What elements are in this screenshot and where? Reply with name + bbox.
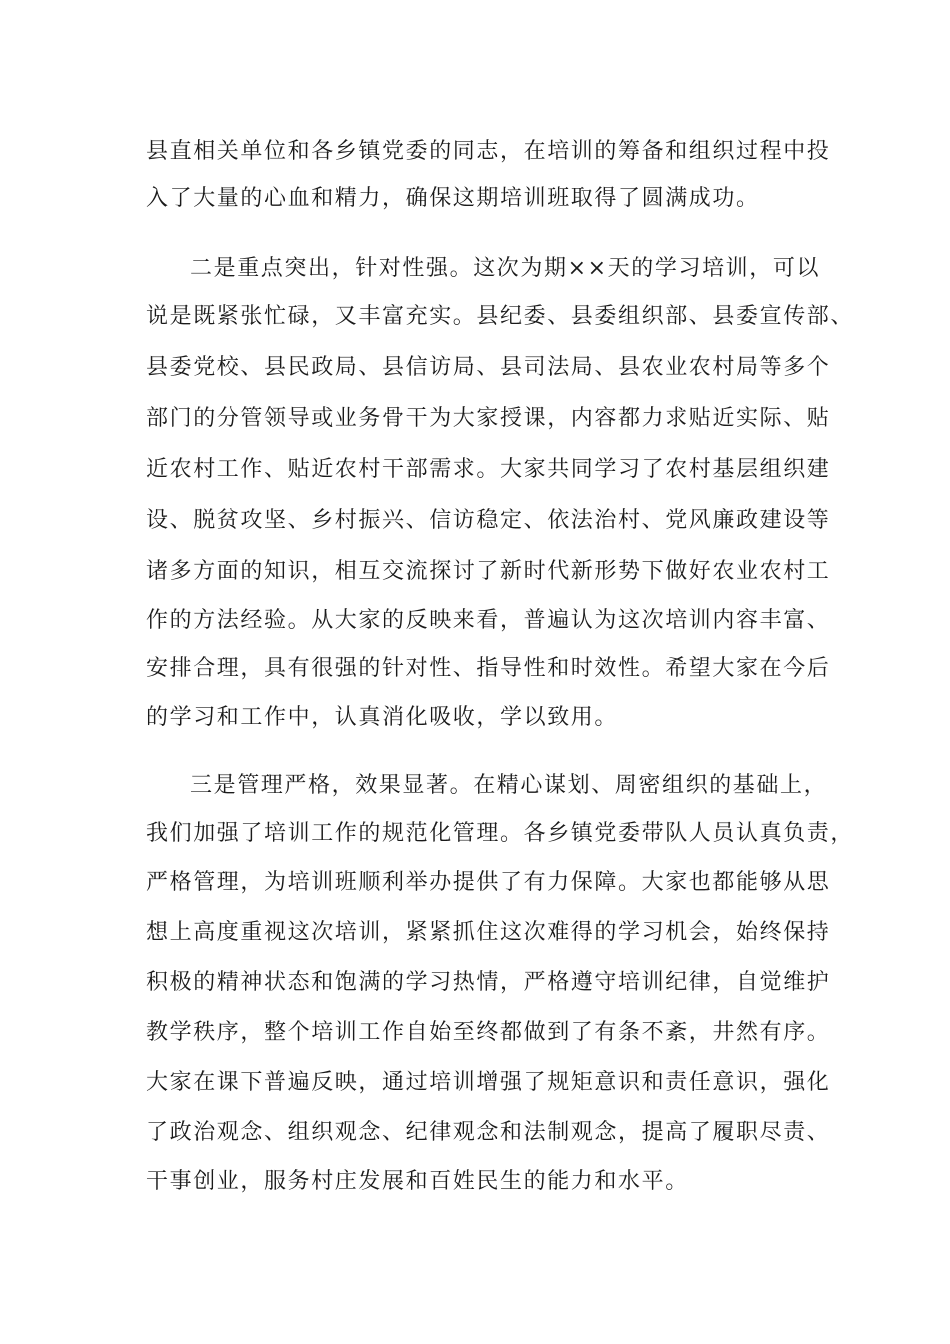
paragraph-3-line: 我们加强了培训工作的规范化管理。各乡镇党委带队人员认真负责，: [146, 821, 855, 846]
paragraph-2-line: 设、脱贫攻坚、乡村振兴、信访稳定、依法治村、党风廉政建设等: [146, 508, 831, 533]
paragraph-1-line: 入了大量的心血和精力，确保这期培训班取得了圆满成功。: [146, 186, 760, 211]
paragraph-1-line: 县直相关单位和各乡镇党委的同志，在培训的筹备和组织过程中投: [146, 139, 831, 164]
paragraph-3-line: 三是管理严格，效果显著。在精心谋划、周密组织的基础上，: [190, 773, 828, 798]
paragraph-3-line: 干事创业，服务村庄发展和百姓民生的能力和水平。: [146, 1169, 689, 1194]
paragraph-3-line: 了政治观念、组织观念、纪律观念和法制观念，提高了履职尽责、: [146, 1120, 831, 1145]
paragraph-2-line: 县委党校、县民政局、县信访局、县司法局、县农业农村局等多个: [146, 355, 831, 380]
paragraph-3-line: 想上高度重视这次培训，紧紧抓住这次难得的学习机会，始终保持: [146, 920, 831, 945]
paragraph-2-line: 诸多方面的知识，相互交流探讨了新时代新形势下做好农业农村工: [146, 559, 831, 584]
paragraph-2-line: 近农村工作、贴近农村干部需求。大家共同学习了农村基层组织建: [146, 457, 831, 482]
paragraph-2-line: 安排合理，具有很强的针对性、指导性和时效性。希望大家在今后: [146, 656, 831, 681]
paragraph-2-line: 二是重点突出，针对性强。这次为期××天的学习培训，可以: [190, 256, 821, 281]
paragraph-3-line: 大家在课下普遍反映，通过培训增强了规矩意识和责任意识，强化: [146, 1070, 831, 1095]
paragraph-2-line: 的学习和工作中，认真消化吸收，学以致用。: [146, 705, 619, 730]
paragraph-3-line: 积极的精神状态和饱满的学习热情，严格遵守培训纪律，自觉维护: [146, 970, 831, 995]
paragraph-3-line: 严格管理，为培训班顺利举办提供了有力保障。大家也都能够从思: [146, 870, 831, 895]
paragraph-3-line: 教学秩序，整个培训工作自始至终都做到了有条不紊，井然有序。: [146, 1020, 831, 1045]
paragraph-2-line: 作的方法经验。从大家的反映来看，普遍认为这次培训内容丰富、: [146, 608, 831, 633]
paragraph-2-line: 部门的分管领导或业务骨干为大家授课，内容都力求贴近实际、贴: [146, 406, 831, 431]
paragraph-2-line: 说是既紧张忙碌，又丰富充实。县纪委、县委组织部、县委宣传部、: [146, 304, 855, 329]
